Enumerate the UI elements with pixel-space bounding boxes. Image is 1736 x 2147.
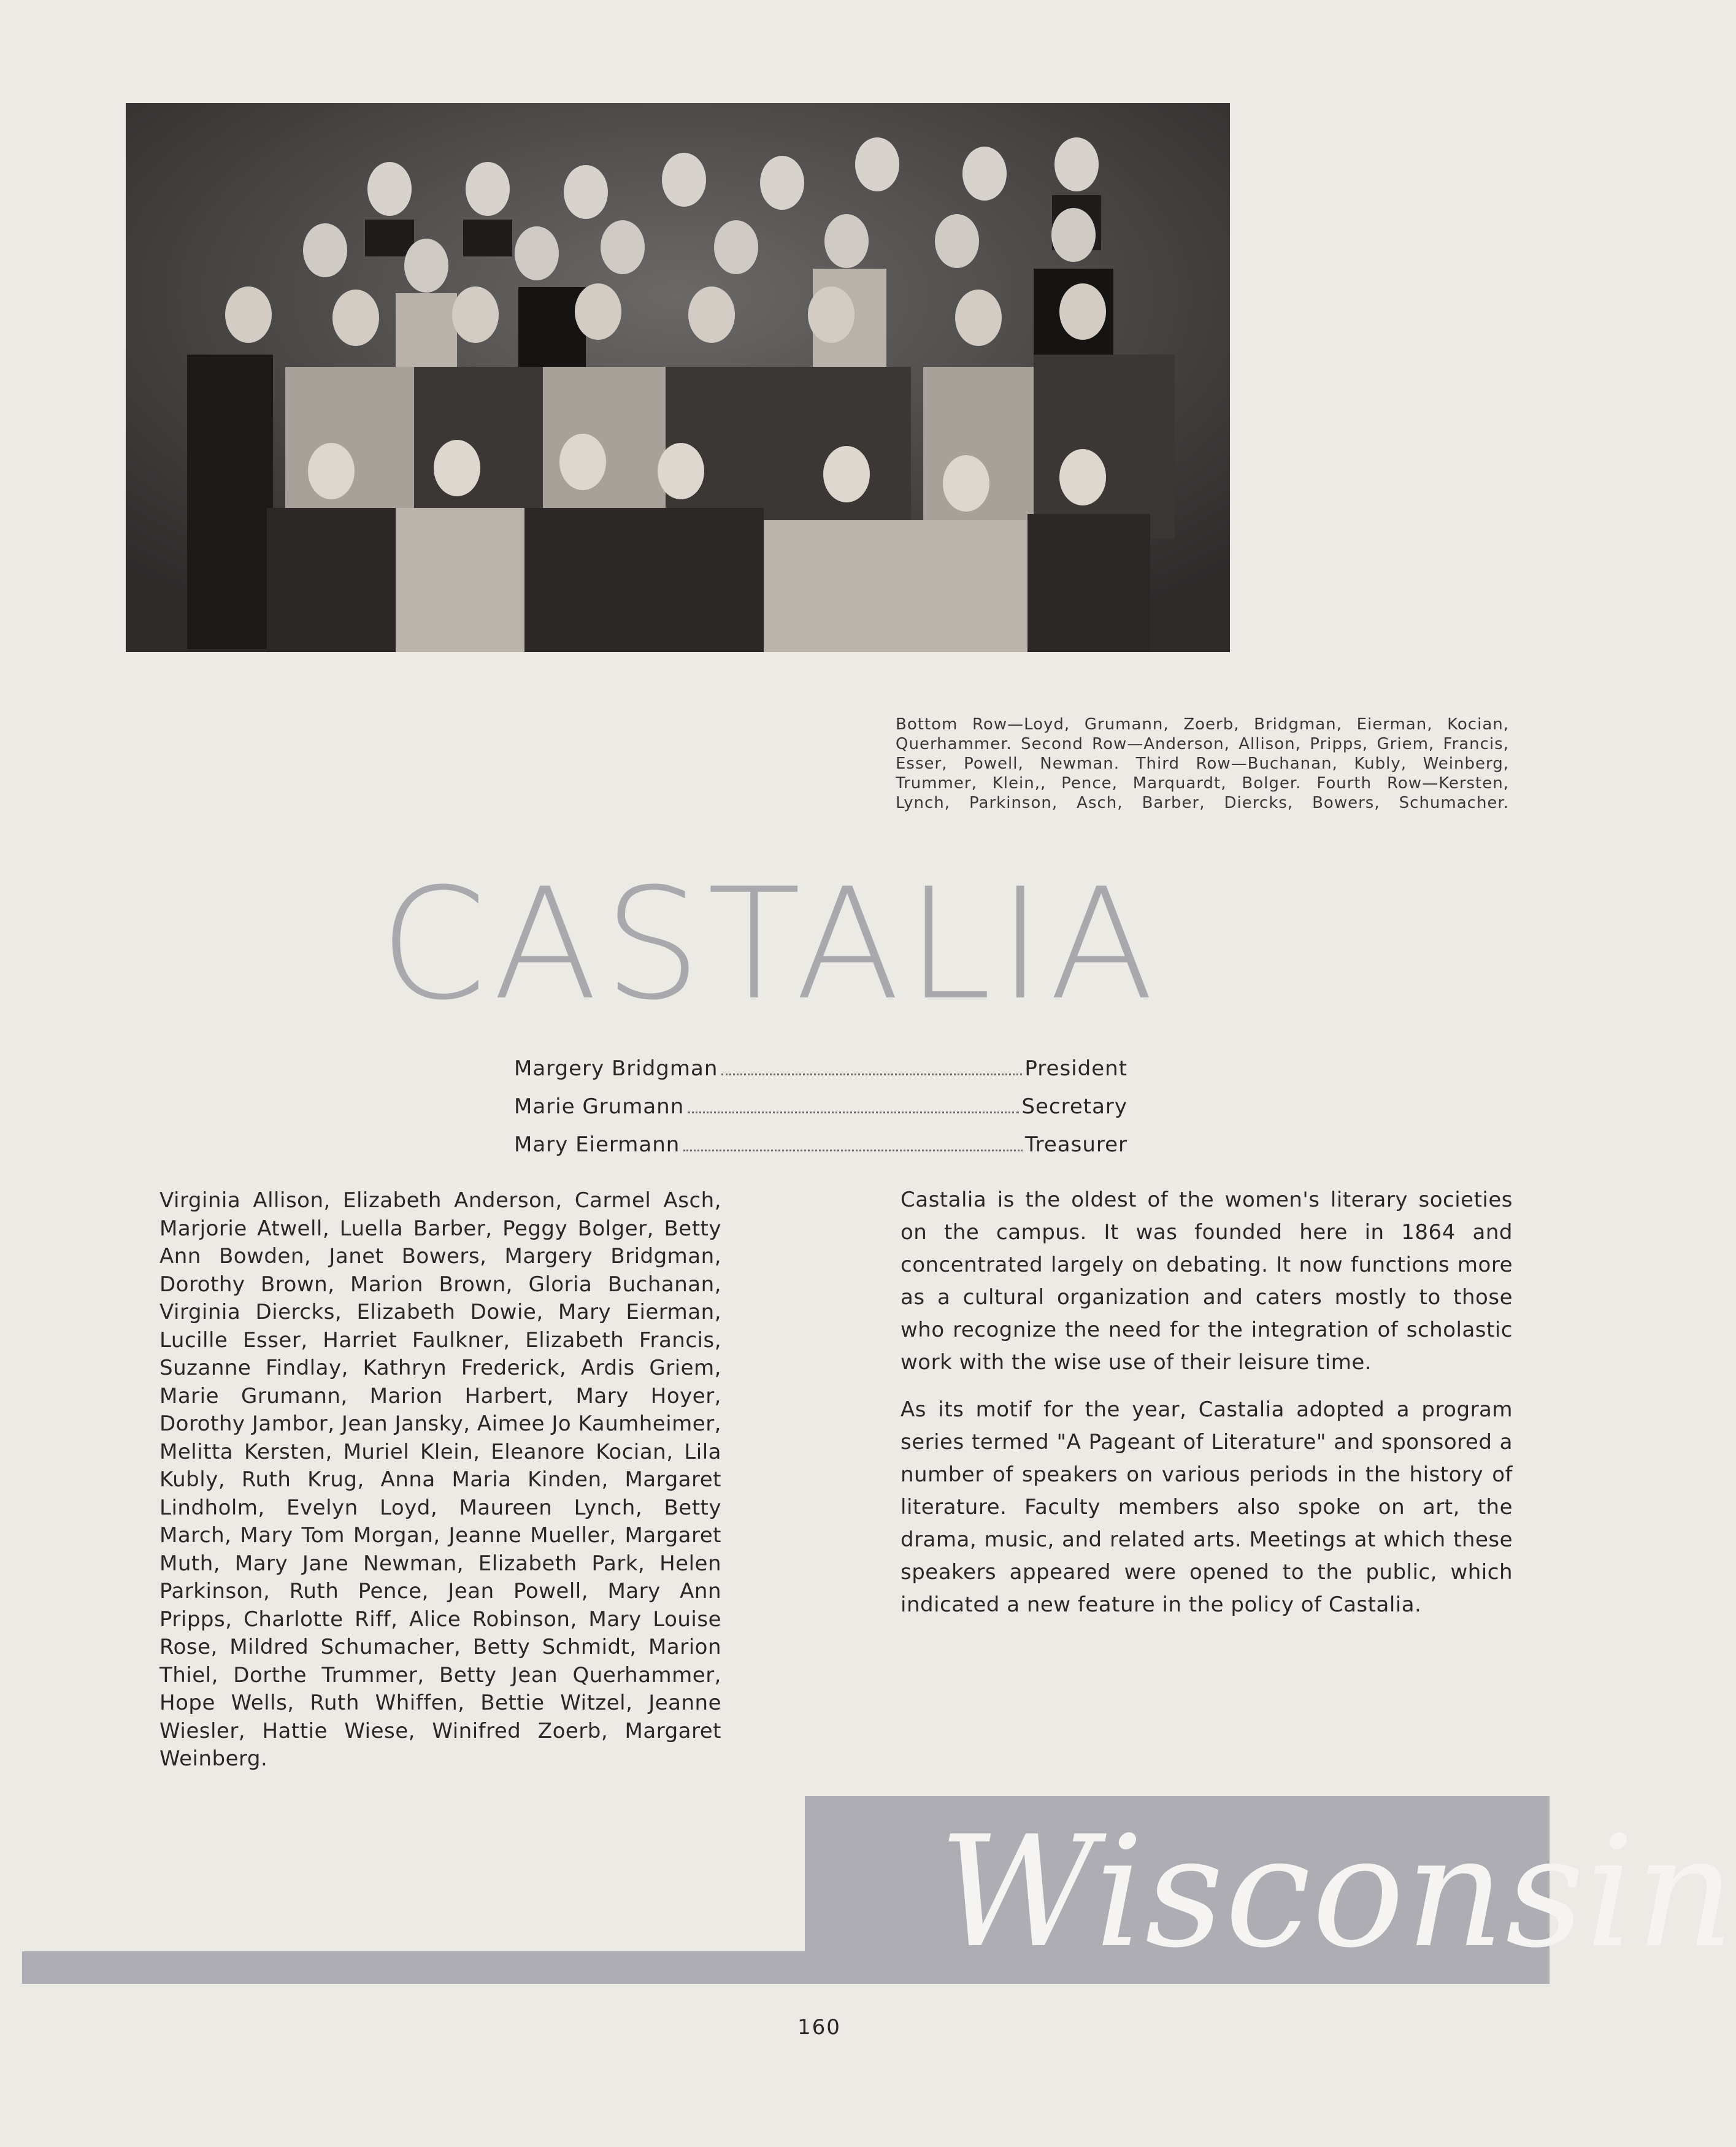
page-number: 160 [797, 2015, 841, 2040]
description-paragraph: Castalia is the oldest of the women's literary societies on the campus. It was founded here in 1864 and concentrated largely on debating. It now functions more as a cultural organization and caters mostly to those who recognize the need for the integration of scholastic work with the wise use of their leisure time. [901, 1188, 1513, 1375]
group-photo-image [126, 103, 1230, 652]
officer-role: President [1024, 1056, 1127, 1081]
wisconsin-wordmark: Wisconsin [939, 1803, 1736, 1981]
photo-caption: Bottom Row—Loyd, Grumann, Zoerb, Bridgman, Eierman, Kocian, Querhammer. Second Row—Anderson, Allison, Pripps, Griem, Francis, Esser, Powell, Newman. Third Row—Buchanan, Kubly, Weinberg, Trummer, Klein,, Pence, Marquardt, Bolger. Fourth Row—Kersten, Lynch, Parkinson, Asch, Barber, Diercks, Bowers, Schumacher. [896, 715, 1509, 812]
officer-row [514, 1094, 1127, 1132]
officer-role: Secretary [1021, 1094, 1127, 1119]
leader-dots [688, 1112, 1019, 1113]
officer-row [514, 1132, 1127, 1170]
members-list: Virginia Allison, Elizabeth Anderson, Carmel Asch, Marjorie Atwell, Luella Barber, Peggy Bolger, Betty Ann Bowden, Janet Bowers, Margery Bridgman, Dorothy Brown, Marion Brown, Gloria Buchanan, Virginia Diercks, Elizabeth Dowie, Mary Eierman, Lucille Esser, Harriet Faulkner, Elizabeth Francis, Suzanne Findlay, Kathryn Frederick, Ardis Griem, Marie Grumann, Marion Harbert, Mary Hoyer, Dorothy Jambor, Jean Jansky, Aimee Jo Kaumheimer, Melitta Kersten, Muriel Klein, Eleanore Kocian, Lila Kubly, Ruth Krug, Anna Maria Kinden, Margaret Lindholm, Evelyn Loyd, Maureen Lynch, Betty March, Mary Tom Morgan, Jeanne Mueller, Margaret Muth, Mary Jane Newman, Elizabeth Park, Helen Parkinson, Ruth Pence, Jean Powell, Mary Ann Pripps, Charlotte Riff, Alice Robinson, Mary Louise Rose, Mildred Schumacher, Betty Schmidt, Marion Thiel, Dorthe Trummer, Betty Jean Querhammer, Hope Wells, Ruth Whiffen, Bettie Witzel, Jeanne Wiesler, Hattie Wiese, Winifred Zoerb, Margaret Weinberg. [159, 1188, 721, 1771]
officer-name: Margery Bridgman [514, 1056, 718, 1081]
leader-dots [683, 1150, 1022, 1151]
officer-role: Treasurer [1024, 1132, 1127, 1157]
page-title: CASTALIA [379, 855, 1161, 1034]
officer-name: Mary Eiermann [514, 1132, 680, 1157]
leader-dots [721, 1074, 1022, 1075]
officers-list [514, 1056, 1127, 1170]
description [901, 1184, 1513, 1636]
officer-name: Marie Grumann [514, 1094, 685, 1119]
description-paragraph: As its motif for the year, Castalia adopted a program series termed "A Pageant of Literature" and sponsored a number of speakers on various periods in the history of literature. Faculty members also spoke on art, the drama, music, and related arts. Meetings at which these speakers appeared were opened to the public, which indicated a new feature in the policy of Castalia. [901, 1397, 1513, 1617]
group-photo [126, 103, 1230, 652]
officer-row [514, 1056, 1127, 1094]
